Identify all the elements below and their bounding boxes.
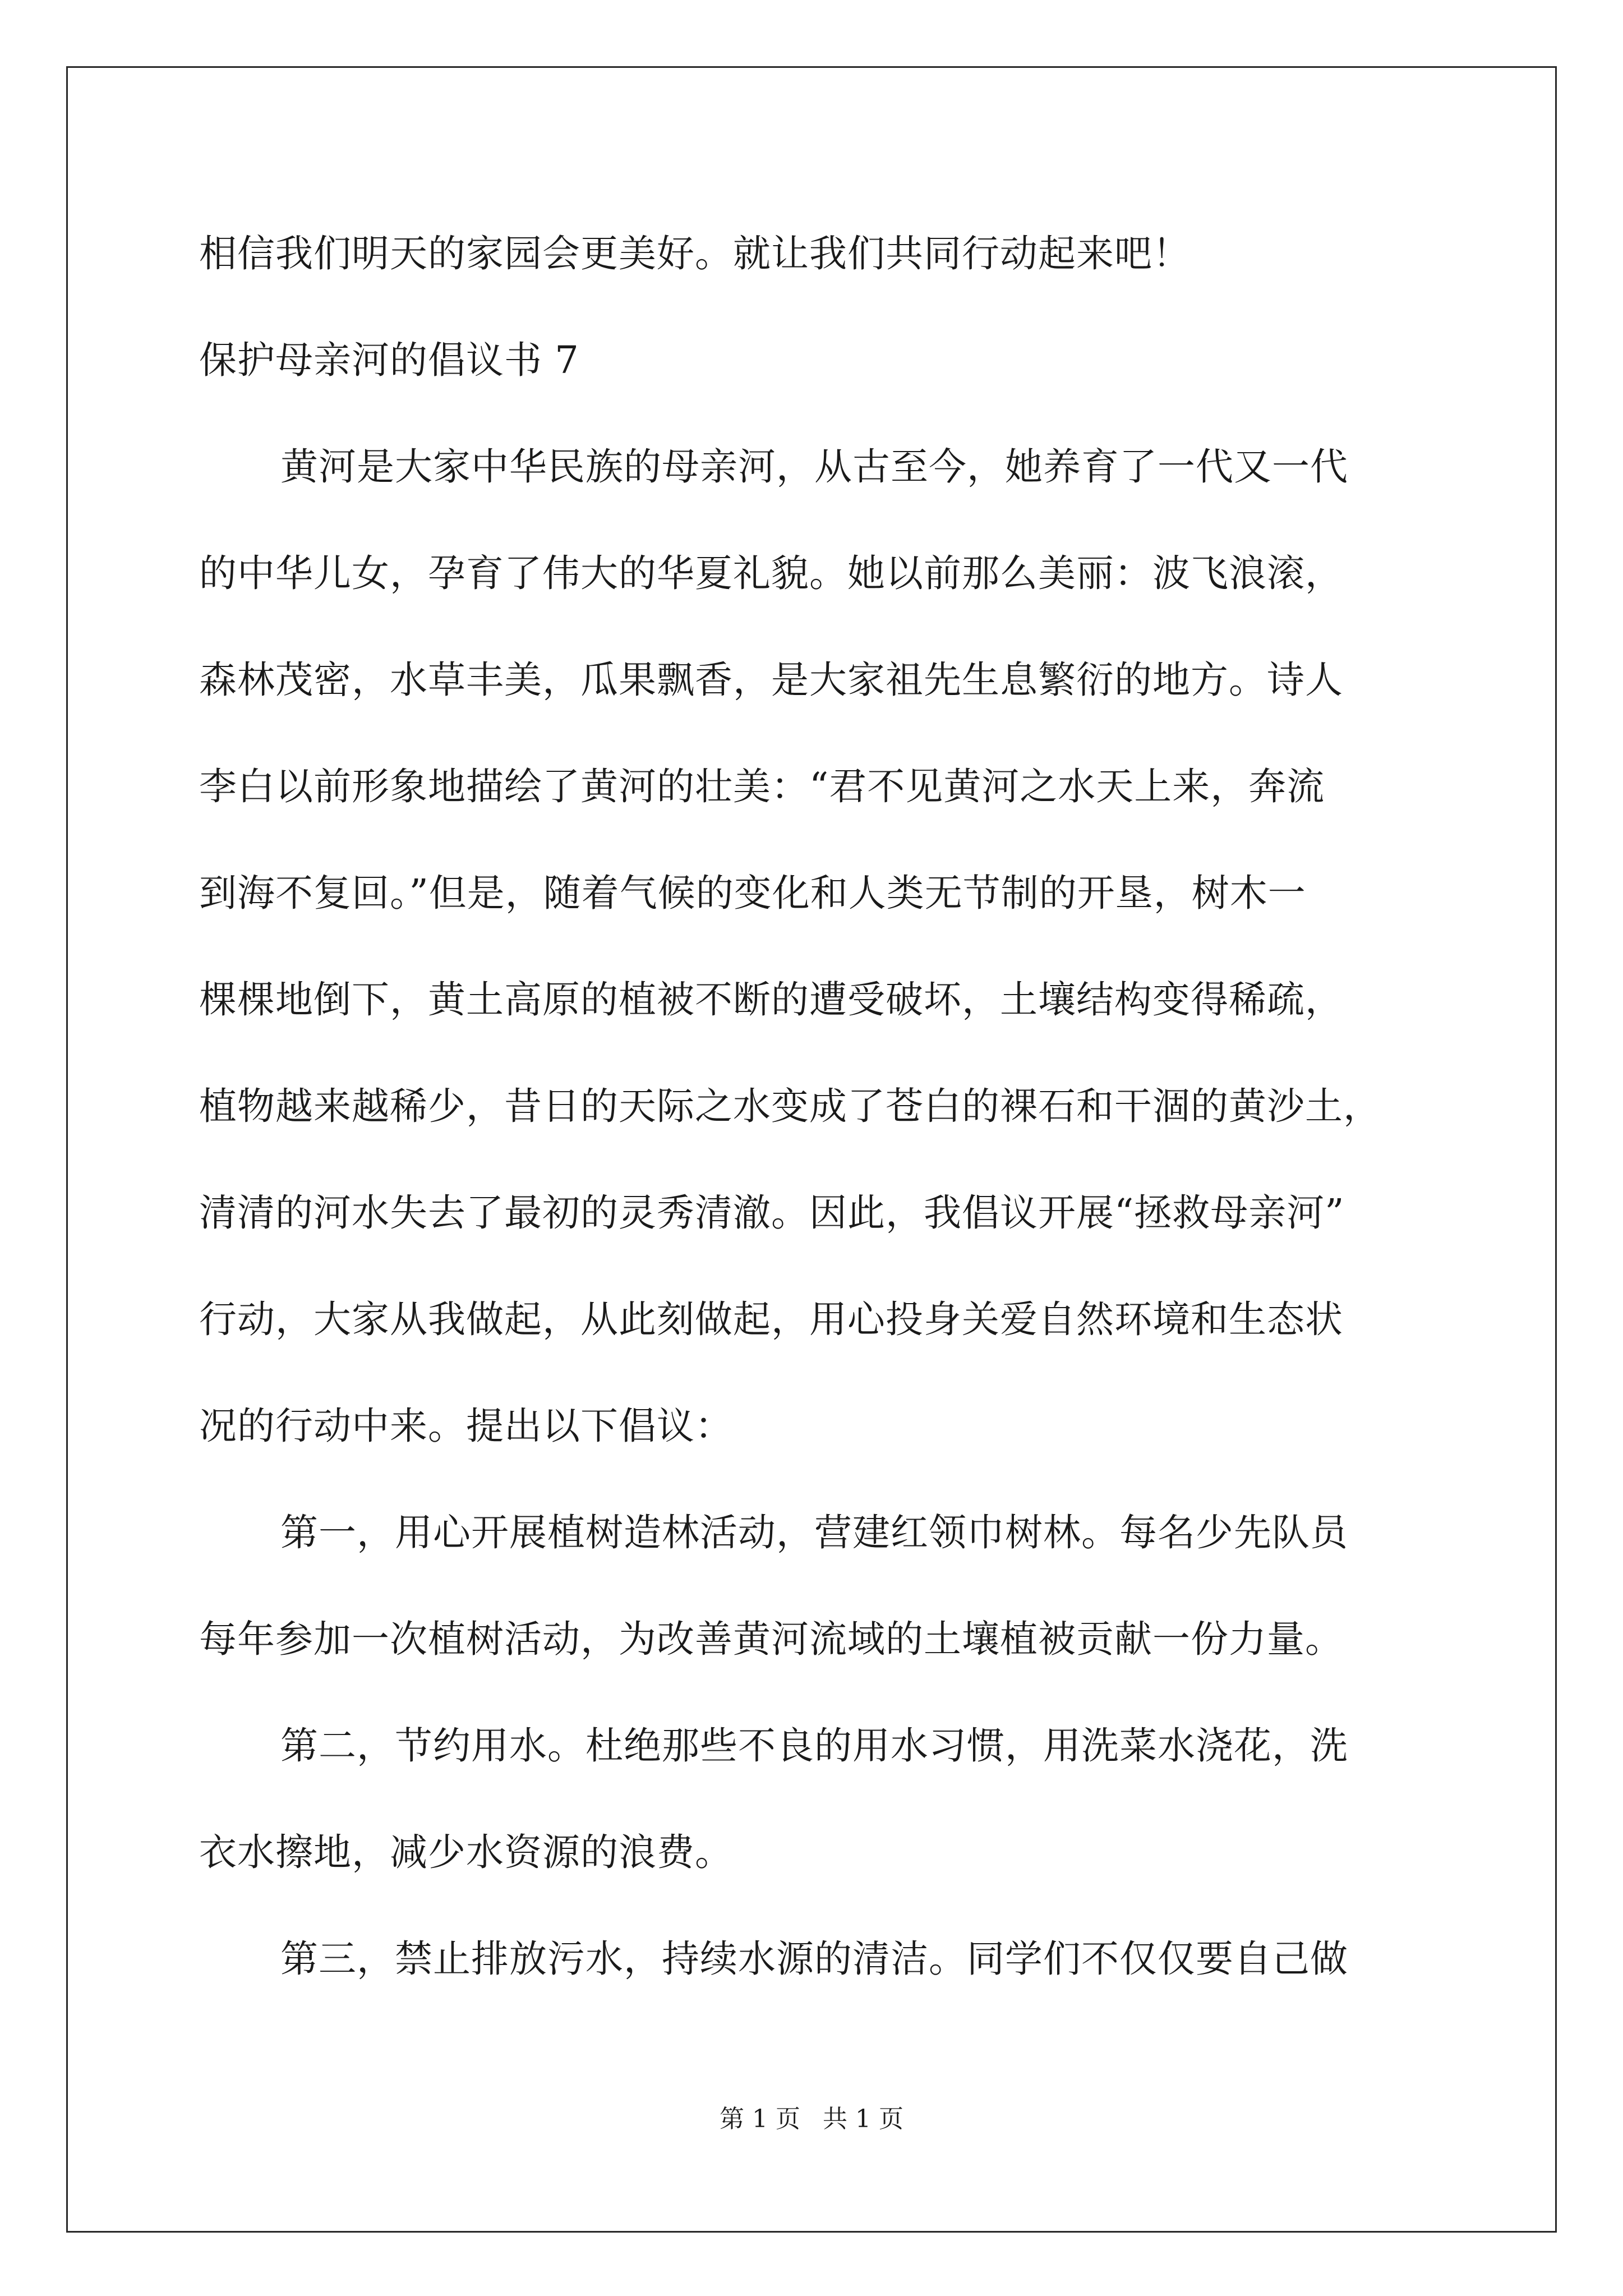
page-number: 第 1 页 [720, 2105, 800, 2133]
text-line-12: 况的行动中来。提出以下倡议： [199, 1404, 733, 1448]
text-line-7: 到海不复回。”但是，随着气候的变化和人类无节制的开垦，树木一 [199, 871, 1306, 915]
page-footer [0, 2102, 1623, 2136]
text-line-9: 植物越来越稀少，昔日的天际之水变成了苍白的裸石和干涸的黄沙土， [199, 1084, 1381, 1128]
text-line-15: 第二，节约用水。杜绝那些不良的用水习惯，用洗菜水浇花，洗 [280, 1724, 1348, 1768]
text-line-6: 李白以前形象地描绘了黄河的壮美：“君不见黄河之水天上来，奔流 [199, 765, 1325, 808]
text-line-3: 黄河是大家中华民族的母亲河，从古至今，她养育了一代又一代 [280, 445, 1348, 489]
text-line-5: 森林茂密，水草丰美，瓜果飘香，是大家祖先生息繁衍的地方。诗人 [199, 658, 1343, 702]
page-frame [66, 66, 1557, 2233]
text-line-17: 第三，禁止排放污水，持续水源的清洁。同学们不仅仅要自己做 [280, 1937, 1348, 1981]
text-line-1: 相信我们明天的家园会更美好。就让我们共同行动起来吧！ [199, 232, 1191, 275]
section-heading: 保护母亲河的倡议书 7 [199, 338, 579, 382]
text-line-14: 每年参加一次植树活动，为改善黄河流域的土壤植被贡献一份力量。 [199, 1617, 1343, 1661]
text-line-10: 清清的河水失去了最初的灵秀清澈。因此，我倡议开展“拯救母亲河” [199, 1191, 1345, 1235]
text-line-8: 棵棵地倒下，黄土高原的植被不断的遭受破坏，土壤结构变得稀疏， [199, 978, 1343, 1022]
text-line-11: 行动，大家从我做起，从此刻做起，用心投身关爱自然环境和生态状 [199, 1297, 1343, 1341]
page-total: 共 1 页 [823, 2105, 903, 2133]
text-line-13: 第一，用心开展植树造林活动，营建红领巾树林。每名少先队员 [280, 1511, 1348, 1554]
text-line-4: 的中华儿女，孕育了伟大的华夏礼貌。她以前那么美丽：波飞浪滚， [199, 551, 1343, 595]
text-line-16: 衣水擦地，减少水资源的浪费。 [199, 1830, 733, 1874]
